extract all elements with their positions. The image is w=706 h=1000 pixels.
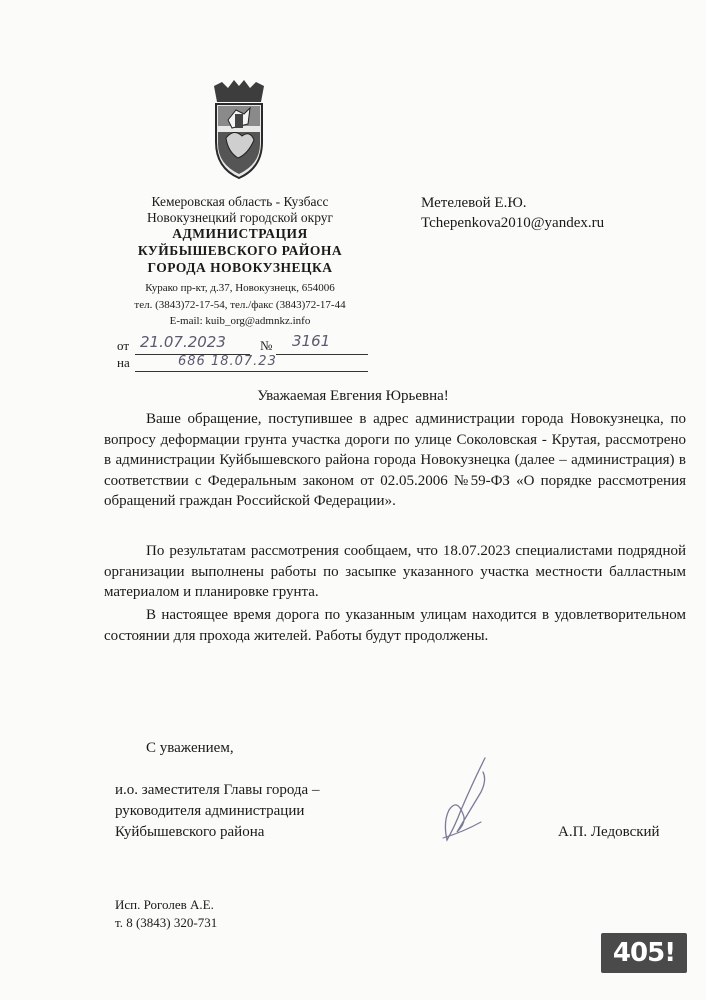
header-address: Курако пр-кт, д.37, Новокузнецк, 654006 [145, 282, 335, 294]
closing: С уважением, [146, 740, 234, 756]
header-org-line3: ГОРОДА НОВОКУЗНЕЦКА [147, 260, 333, 275]
header-region: Кемеровская область - Кузбасс [151, 194, 329, 209]
reg-ref-handwritten: 686 18.07.23 [178, 354, 277, 369]
signatory-position-line2: руководителя администрации [115, 803, 305, 819]
handwritten-signature [423, 752, 503, 844]
reg-date-handwritten: 21.07.2023 [140, 333, 226, 351]
executor-name: Исп. Роголев А.Е. [115, 897, 214, 912]
header-org-line2: КУЙБЫШЕВСКОГО РАЙОНА [137, 243, 343, 258]
signatory-position-line3: Куйбышевского района [115, 824, 265, 840]
body-paragraph-3: В настоящее время дорога по указанным улицам находится в удовлетворительном состоянии для прохода жителей. Работы будут продолжены. [104, 607, 686, 644]
signatory-name: А.П. Ледовский [558, 824, 660, 840]
header-phone: тел. (3843)72-17-54, тел./факс (3843)72-17-44 [134, 299, 346, 311]
greeting: Уважаемая Евгения Юрьевна! [257, 388, 449, 404]
header-email: E-mail: kuib_org@admnkz.info [169, 315, 311, 327]
body-paragraph-1: Ваше обращение, поступившее в адрес администрации города Новокузнецка, по вопросу деформации грунта участка дороги по улице Соколовская - Крутая, рассмотрено в администрации Куйбышевского района города Новокузнецка (далее – администрация) в соответствии с Федеральным законом от 02.05.2006 №59-ФЗ «О порядке рассмотрения обращений граждан Российской Федерации». [104, 411, 686, 509]
header-district: Новокузнецкий городской округ [146, 210, 334, 225]
coat-of-arms-icon [204, 80, 274, 180]
header-org-line1: АДМИНИСТРАЦИЯ [172, 226, 308, 241]
reg-number-label: № [260, 338, 273, 353]
signatory-position-line1: и.о. заместителя Главы города – [115, 782, 320, 798]
reg-number-handwritten: 3161 [292, 332, 331, 350]
addressee-email: Tchepenkova2010@yandex.ru [421, 215, 605, 231]
body-paragraph-2: По результатам рассмотрения сообщаем, что 18.07.2023 специалистами подрядной организации выполнены работы по засыпке указанного участка местности балластным материалом и планировке грунта. [104, 543, 686, 600]
reg-from-label: от [117, 338, 130, 353]
reg-to-label: на [117, 355, 130, 370]
executor-phone: т. 8 (3843) 320-731 [115, 915, 218, 930]
addressee-block [421, 193, 604, 233]
stamp-badge: 405! [601, 933, 687, 973]
reg-number-underline [276, 354, 368, 355]
reg-ref-underline [135, 371, 368, 372]
addressee-name: Метелевой Е.Ю. [421, 195, 527, 211]
